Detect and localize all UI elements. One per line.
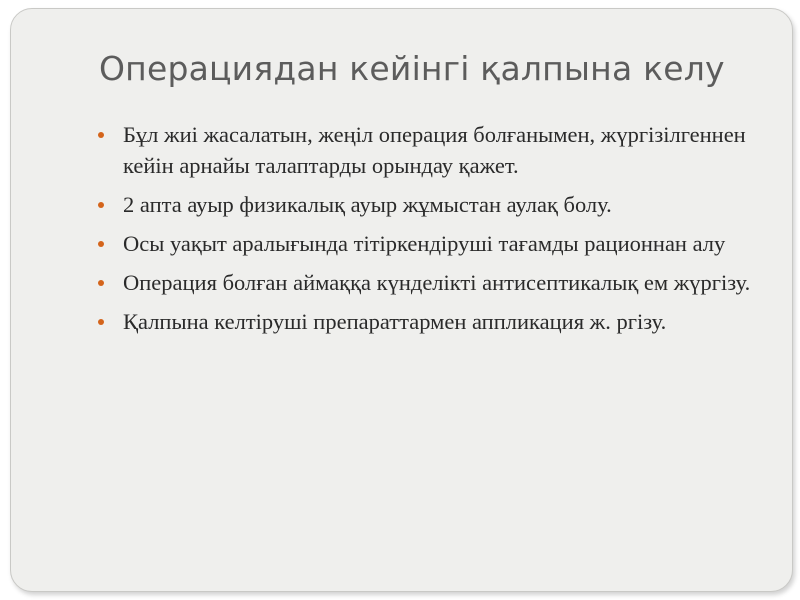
bullet-list — [97, 119, 777, 345]
bullet-item — [97, 228, 777, 259]
bullet-item — [97, 189, 777, 220]
bullet-text: Операция болған аймаққа күнделікті антисептикалық ем жүргізу. — [123, 270, 751, 295]
slide-card — [10, 8, 793, 592]
bullet-dot-icon — [98, 319, 104, 325]
bullet-dot-icon — [98, 241, 104, 247]
bullet-text: Бұл жиі жасалатын, жеңіл операция болғанымен, жүргізілгеннен кейін арнайы талаптарды орындау қажет. — [123, 122, 746, 178]
bullet-text: Осы уақыт аралығында тітіркендіруші тағамды рационнан алу — [123, 231, 726, 256]
bullet-item — [97, 119, 777, 181]
bullet-text: 2 апта ауыр физикалық ауыр жұмыстан аулақ болу. — [123, 192, 612, 217]
slide-title: Операциядан кейінгі қалпына келу — [99, 49, 725, 88]
bullet-dot-icon — [98, 132, 104, 138]
bullet-item — [97, 306, 777, 337]
bullet-dot-icon — [98, 202, 104, 208]
bullet-dot-icon — [98, 280, 104, 286]
bullet-text: Қалпына келтіруші препараттармен аппликация ж. ргізу. — [123, 309, 667, 334]
bullet-item — [97, 267, 777, 298]
